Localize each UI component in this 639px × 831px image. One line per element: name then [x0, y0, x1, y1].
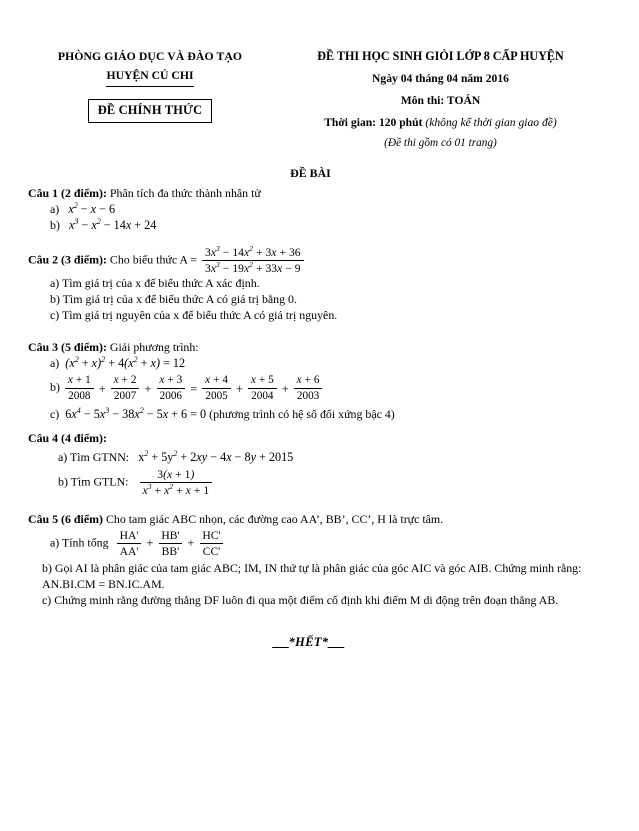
question-2-denominator: $3x^3 - 19x^2 + 33x - 9$ — [202, 260, 304, 275]
question-4-label: Câu 4 (4 điểm): — [28, 430, 107, 445]
question-5-item-a-expression: $\frac{HA'}{AA'}$ + $\frac{HB'}{BB'}$ + $\frac{HC'}{CC'}$ — [112, 529, 226, 559]
question-5-item-a — [28, 529, 605, 559]
footer-dash-left: ___ — [272, 634, 289, 649]
question-2-item-b: b) Tìm giá trị của x để biểu thức A có giá trị bằng 0. — [50, 292, 297, 307]
question-3-item-b-expression: $\frac{x + 1}{2008}$ + $\frac{x + 2}{2007}$ + $\frac{x + 3}{2006}$ = $\frac{x + 4}{2005}$ + $\frac{x + 5}{2004}$ + $\frac{x + 6}{2003}$ — [63, 374, 325, 403]
question-3-item-c-expression: $6x^4 - 5x^3 - 38x^2 - 5x + 6 = 0$ — [65, 405, 207, 421]
question-4 — [28, 430, 605, 498]
question-5 — [28, 511, 605, 609]
document-footer — [28, 635, 605, 651]
header-right-column — [264, 48, 611, 152]
question-5-prompt: Cho tam giác ABC nhọn, các đường cao AA’, BB’, CC’, H là trực tâm. — [102, 511, 444, 526]
question-4-item-b-expression — [131, 467, 214, 498]
exam-title: ĐỀ THI HỌC SINH GIỎI LỚP 8 CẤP HUYỆN — [317, 49, 564, 63]
question-3-prompt: Giải phương trình: — [106, 340, 199, 355]
question-5-label: Câu 5 (6 điểm) — [28, 511, 103, 526]
question-4-item-b-label: b) Tìm GTLN: — [58, 474, 129, 489]
question-5-item-a-label: a) Tính tổng — [50, 535, 109, 550]
q4b-fraction — [140, 468, 213, 498]
question-2 — [28, 243, 605, 324]
district-name-wrapper — [36, 67, 264, 87]
question-4-heading — [28, 430, 605, 446]
official-badge-wrapper — [36, 87, 264, 123]
question-1-prompt: Phân tích đa thức thành nhân tử — [106, 185, 261, 200]
question-3 — [28, 339, 605, 422]
q3b-fraction-1: $\frac{x + 1}{2008}$ — [65, 374, 94, 403]
question-2-item-a: a) Tìm giá trị của x để biểu thức A xác định. — [50, 276, 260, 291]
exam-duration — [270, 114, 611, 131]
q5a-fraction-2: $\frac{HB'}{BB'}$ — [158, 529, 182, 559]
question-2-item-c: c) Tìm giá trị nguyên của x để biểu thức A có giá trị nguyên. — [50, 308, 338, 323]
question-2-fraction — [202, 243, 304, 276]
exam-subject: Môn thi: TOÁN — [400, 94, 481, 107]
exam-date: Ngày 04 tháng 04 năm 2016 — [372, 72, 509, 85]
question-1-item-a — [28, 201, 605, 217]
exam-pages-note: (Đề thi gồm có 01 trang) — [384, 137, 497, 149]
question-2-expression — [200, 243, 306, 275]
question-3-item-c — [28, 406, 605, 422]
question-4-item-a-expression: $x^2 + 5y^2 + 2xy - 4x - 8y + 2015$ — [138, 448, 294, 464]
footer-text: *HẾT* — [288, 634, 329, 649]
question-3-item-a — [28, 355, 605, 371]
district-name: HUYỆN CỦ CHI — [106, 67, 193, 87]
q4b-denominator: $x^3 + x^2 + x + 1$ — [140, 482, 213, 497]
question-1-label: Câu 1 (2 điểm): — [28, 185, 107, 200]
question-1-item-b-label: b) — [50, 217, 60, 232]
exam-duration-label: Thời gian: 120 phút — [324, 116, 423, 129]
question-1-item-a-expression: $x^2 - x - 6$ — [68, 200, 116, 216]
exam-duration-note: (không kể thời gian giao đề) — [425, 116, 557, 129]
question-2-prompt: Cho biểu thức A = — [106, 252, 198, 267]
question-3-item-b — [28, 374, 605, 403]
question-1-item-a-label: a) — [50, 201, 60, 216]
q3b-fraction-5: $\frac{x + 5}{2004}$ — [248, 374, 277, 403]
department-name: PHÒNG GIÁO DỤC VÀ ĐÀO TẠO — [57, 50, 243, 63]
q5a-fraction-1: $\frac{HA'}{AA'}$ — [117, 529, 142, 559]
footer-dash-right: ___ — [328, 634, 345, 649]
question-3-item-c-note: (phương trình có hệ số đối xứng bậc 4) — [209, 406, 395, 421]
body-title: ĐỀ BÀI — [290, 166, 331, 180]
question-1-heading — [28, 185, 605, 201]
question-4-item-a-label: a) Tìm GTNN: — [58, 449, 130, 464]
q3b-fraction-2: $\frac{x + 2}{2007}$ — [111, 374, 140, 403]
q4b-numerator: 3(x + 1) — [157, 467, 195, 481]
question-4-item-a — [28, 449, 605, 465]
exam-body — [0, 166, 639, 650]
q3b-fraction-6: $\frac{x + 6}{2003}$ — [294, 374, 323, 403]
question-2-heading — [28, 243, 605, 276]
q5a-fraction-3: $\frac{HC'}{CC'}$ — [199, 529, 223, 559]
question-1 — [28, 185, 605, 233]
question-5-item-b: b) Gọi AI là phân giác của tam giác ABC; IM, IN thứ tự là phân giác của góc AIC và góc AIB. Chứng minh rằng: AN.BI.CM = BN.IC.AM. — [42, 561, 582, 591]
question-3-item-c-label: c) — [50, 406, 60, 421]
question-3-label: Câu 3 (5 điểm): — [28, 340, 107, 355]
q3b-fraction-4: $\frac{x + 4}{2005}$ — [202, 374, 231, 403]
question-3-item-b-label: b) — [50, 380, 60, 395]
question-5-heading — [28, 511, 605, 527]
question-1-item-b-expression: $x^3 - x^2 - 14x + 24$ — [68, 216, 157, 232]
question-2-label: Câu 2 (3 điểm): — [28, 252, 107, 267]
official-exam-badge: ĐỀ CHÍNH THỨC — [88, 99, 213, 123]
q3b-fraction-3: $\frac{x + 3}{2006}$ — [156, 374, 185, 403]
question-1-item-b — [28, 217, 605, 233]
question-4-item-b — [28, 468, 605, 498]
question-3-item-a-expression: $(x^2 + x)^2 + 4(x^2 + x) = 12$ — [62, 355, 186, 371]
document-header — [0, 0, 639, 152]
question-3-heading — [28, 339, 605, 355]
question-3-item-a-label: a) — [50, 356, 60, 371]
question-2-numerator: $3x^3 - 14x^2 + 3x + 36$ — [205, 243, 301, 259]
question-5-item-c: c) Chứng minh rằng đường thẳng DF luôn đi qua một điểm cố định khi điểm M di động trên đoạn thẳng AB. — [42, 593, 559, 608]
header-left-column — [28, 48, 264, 123]
